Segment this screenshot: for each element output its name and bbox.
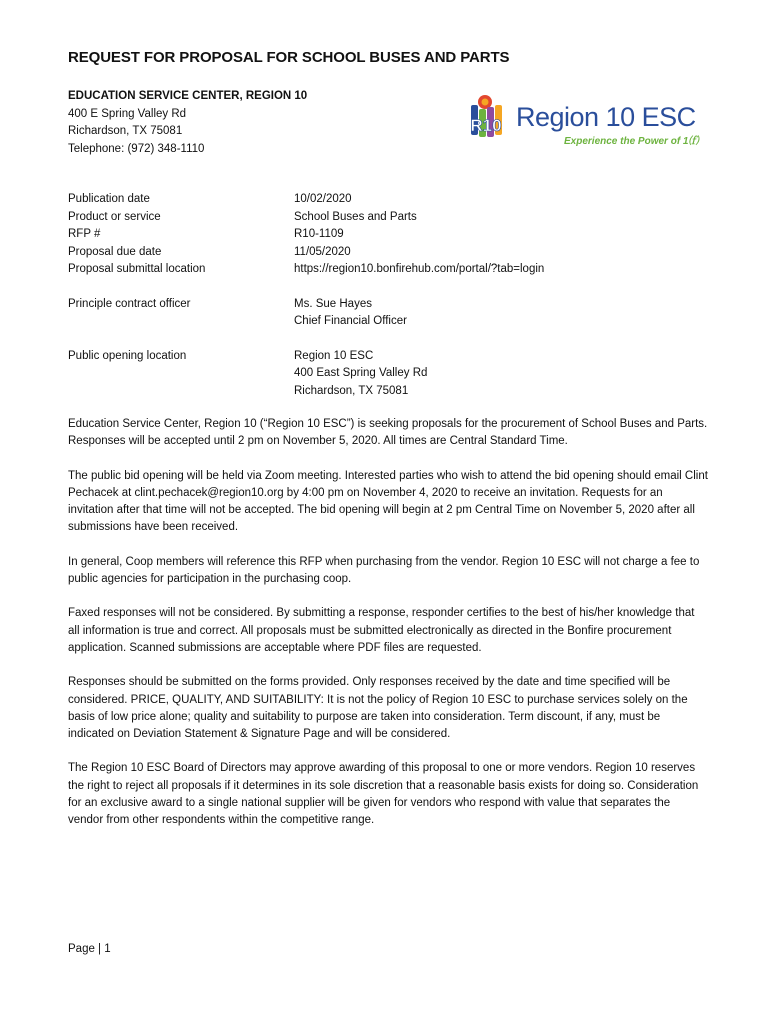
paragraph: Responses should be submitted on the forms provided. Only responses received by the date and time specified will be considered. PRICE, QUALITY, AND SUITABILITY: It is not the policy of Region 10 ESC to purchase services solely on the basis of low price alone; quality and suitability to purpose are taken into consideration. Term discount, if any, must be indicated on Deviation Statement & Signature Page and will be considered. <box>68 676 688 741</box>
info-label: Principle contract officer <box>68 297 191 310</box>
rfp-info-table <box>68 191 708 400</box>
paragraph: The public bid opening will be held via Zoom meeting. Interested parties who wish to attend the bid opening should email Clint Pechacek at clint.pechacek@region10.org by 4:00 pm on November 4, 2020 to receive an invitation. Requests for an invitation after that time will not be accepted. The bid opening will begin at 2 pm Central Time on November 5, 2020 after all submissions have been received. <box>68 469 708 534</box>
paragraph: Faxed responses will not be considered. By submitting a response, responder certifies to the best of his/her knowledge that all information is true and correct. All proposals must be submitted electronically as directed in the Bonfire procurement application. Scanned submissions are acceptable where PDF files are requested. <box>68 607 695 654</box>
info-row-due-date <box>68 244 708 262</box>
submittal-link[interactable]: https://region10.bonfirehub.com/portal/?tab=login <box>294 263 545 275</box>
info-label: RFP # <box>68 228 101 240</box>
organization-block <box>68 88 307 158</box>
organization-address-line1: 400 E Spring Valley Rd <box>68 107 187 120</box>
document-body <box>68 416 708 847</box>
paragraph: Education Service Center, Region 10 (“Region 10 ESC”) is seeking proposals for the procurement of School Buses and Parts. Responses will be accepted until 2 pm on November 5, 2020. All times are Central Standard Time. <box>68 418 708 448</box>
info-value: 10/02/2020 <box>294 193 352 205</box>
logo-mark-icon <box>470 95 502 137</box>
info-row-contract-officer <box>68 296 708 331</box>
logo-name: Region 10 ESC <box>516 102 696 132</box>
info-label: Product or service <box>68 210 161 223</box>
info-value: 11/05/2020 <box>294 245 351 258</box>
info-row-opening-location <box>68 348 708 401</box>
logo-initials: R10 <box>470 116 502 135</box>
info-value: School Buses and Parts <box>294 210 417 223</box>
opening-location-line3: Richardson, TX 75081 <box>294 384 409 397</box>
info-value: R10-1109 <box>294 228 344 240</box>
page-title: REQUEST FOR PROPOSAL FOR SCHOOL BUSES AND PARTS <box>68 49 510 66</box>
info-row-submittal-location <box>68 261 708 279</box>
paragraph: In general, Coop members will reference this RFP when purchasing from the vendor. Region 10 ESC will not charge a fee to public agencies for participation in the purchasing coop. <box>68 555 700 586</box>
paragraph: The Region 10 ESC Board of Directors may approve awarding of this proposal to one or more vendors. Region 10 reserves the right to reject all proposals if it determines in its sole discretion that a reasonable basis exists for doing so. Consideration for an exclusive award to a single national supplier will be given for vendors who respond with value that separates the vendor from other respondents within the competitive range. <box>68 762 699 827</box>
info-label: Proposal submittal location <box>68 263 206 275</box>
info-label: Publication date <box>68 193 150 205</box>
organization-name: EDUCATION SERVICE CENTER, REGION 10 <box>68 90 308 102</box>
info-row-rfp-number <box>68 226 708 244</box>
opening-location-line1: Region 10 ESC <box>294 349 374 362</box>
officer-title: Chief Financial Officer <box>294 315 407 327</box>
info-row-publication-date <box>68 191 708 209</box>
organization-address-line2: Richardson, TX 75081 <box>68 125 183 137</box>
info-label: Public opening location <box>68 349 187 362</box>
organization-phone: Telephone: (972) 348-1110 <box>68 142 205 155</box>
region10-logo <box>468 93 708 149</box>
officer-name: Ms. Sue Hayes <box>294 297 372 310</box>
page-number: Page | 1 <box>68 943 111 955</box>
logo-tagline: Experience the Power of 1⒡ <box>564 136 699 147</box>
info-label: Proposal due date <box>68 245 162 258</box>
opening-location-line2: 400 East Spring Valley Rd <box>294 367 428 379</box>
info-row-product <box>68 209 708 227</box>
